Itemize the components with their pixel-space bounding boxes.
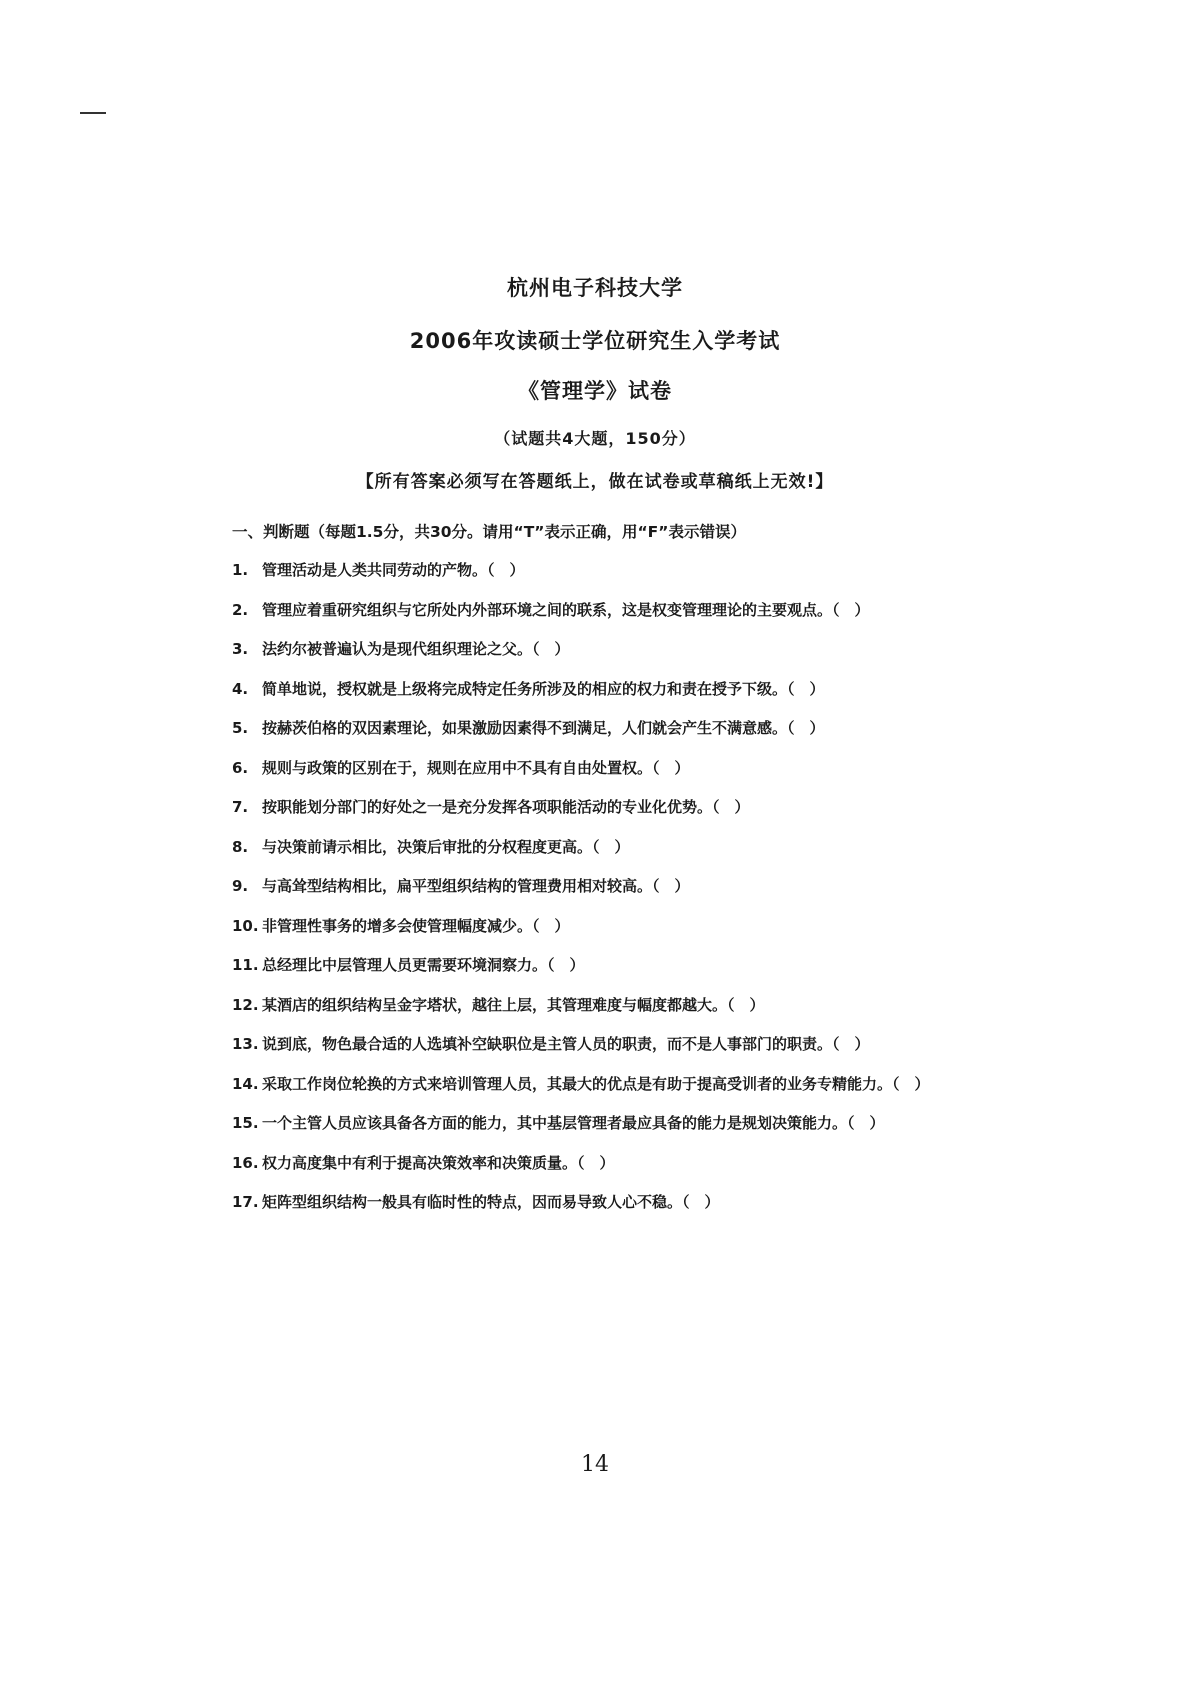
question-text: 某酒店的组织结构呈金字塔状，越往上层，其管理难度与幅度都越大。（ ）	[262, 995, 765, 1014]
question-text: 简单地说，授权就是上级将完成特定任务所涉及的相应的权力和责在授予下级。（ ）	[262, 679, 825, 698]
question-number: 7.	[232, 798, 249, 816]
question-item	[232, 1025, 932, 1065]
question-item	[232, 946, 932, 986]
question-text: 说到底，物色最合适的人选填补空缺职位是主管人员的职责，而不是人事部门的职责。（ ）	[262, 1035, 870, 1053]
question-item	[232, 1104, 932, 1144]
question-item	[232, 828, 932, 868]
question-number: 17.	[232, 1193, 259, 1211]
question-item	[232, 551, 932, 591]
subject-title: 《管理学》试卷	[518, 379, 672, 403]
page-number: 14	[581, 1452, 609, 1477]
question-text: 与高耸型结构相比，扁平型组织结构的管理费用相对较高。（ ）	[262, 877, 690, 895]
question-text: 管理应着重研究组织与它所处内外部环境之间的联系，这是权变管理理论的主要观点。（ ）	[262, 600, 870, 619]
question-item	[232, 1144, 932, 1184]
question-text: 按赫茨伯格的双因素理论，如果激励因素得不到满足，人们就会产生不满意感。（ ）	[262, 719, 825, 737]
question-item	[232, 591, 932, 631]
question-number: 4.	[232, 679, 249, 698]
exam-title: 2006年攻读硕士学位研究生入学考试	[409, 329, 781, 353]
question-item	[232, 709, 932, 749]
question-item	[232, 1065, 932, 1105]
question-item	[232, 986, 932, 1026]
question-number: 13.	[232, 1035, 259, 1053]
question-number: 3.	[232, 640, 249, 658]
question-number: 15.	[232, 1114, 259, 1132]
section-heading: 一、判断题（每题1.5分，共30分。请用“T”表示正确，用“F”表示错误）	[232, 523, 746, 541]
question-list	[232, 551, 932, 1223]
question-item	[232, 630, 932, 670]
question-item	[232, 788, 932, 828]
question-number: 16.	[232, 1153, 259, 1172]
question-text: 权力高度集中有利于提高决策效率和决策质量。（ ）	[262, 1153, 615, 1172]
question-number: 8.	[232, 837, 249, 856]
question-number: 11.	[232, 956, 259, 974]
question-text: 管理活动是人类共同劳动的产物。（ ）	[262, 561, 525, 579]
question-number: 9.	[232, 877, 249, 895]
question-number: 2.	[232, 600, 249, 619]
question-text: 法约尔被普遍认为是现代组织理论之父。（ ）	[262, 640, 570, 658]
question-number: 10.	[232, 916, 259, 935]
question-item	[232, 670, 932, 710]
answer-notice: 【所有答案必须写在答题纸上，做在试卷或草稿纸上无效!】	[356, 472, 834, 492]
question-text: 非管理性事务的增多会使管理幅度减少。（ ）	[262, 916, 570, 935]
question-text: 采取工作岗位轮换的方式来培训管理人员，其最大的优点是有助于提高受训者的业务专精能力。（ ）	[262, 1074, 930, 1093]
university-title: 杭州电子科技大学	[507, 276, 683, 300]
question-item	[232, 1183, 932, 1223]
question-text: 一个主管人员应该具备各方面的能力，其中基层管理者最应具备的能力是规划决策能力。（ ）	[262, 1114, 885, 1132]
question-text: 规则与政策的区别在于，规则在应用中不具有自由处置权。（ ）	[262, 758, 690, 777]
question-text: 按职能划分部门的好处之一是充分发挥各项职能活动的专业化优势。（ ）	[262, 798, 750, 816]
question-number: 1.	[232, 561, 249, 579]
exam-summary: （试题共4大题，150分）	[494, 429, 696, 448]
corner-mark	[80, 112, 106, 114]
question-number: 12.	[232, 995, 259, 1014]
question-number: 14.	[232, 1074, 259, 1093]
question-number: 6.	[232, 758, 249, 777]
question-text: 与决策前请示相比，决策后审批的分权程度更高。（ ）	[262, 837, 630, 856]
question-item	[232, 907, 932, 947]
question-text: 矩阵型组织结构一般具有临时性的特点，因而易导致人心不稳。（ ）	[262, 1193, 720, 1211]
question-text: 总经理比中层管理人员更需要环境洞察力。（ ）	[262, 956, 585, 974]
question-item	[232, 867, 932, 907]
question-number: 5.	[232, 719, 249, 737]
question-item	[232, 749, 932, 789]
